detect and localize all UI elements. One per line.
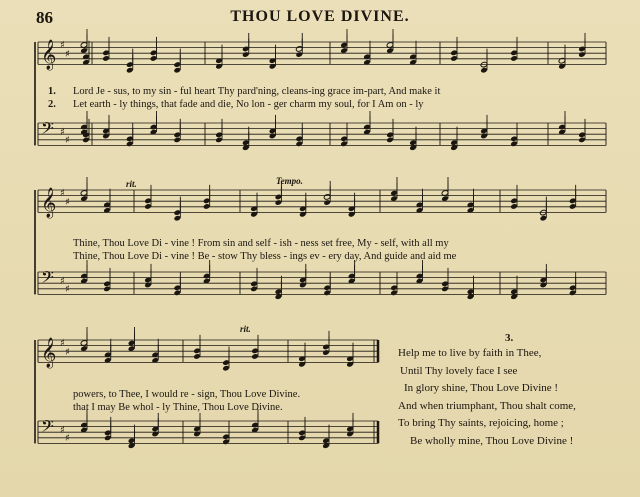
sharp: ♯ <box>65 284 70 295</box>
sharp: ♯ <box>65 347 70 358</box>
lyric-line: Thine, Thou Love Di - vine ! Be - stow Thy bless - ings ev - ery day, And guide and aid me <box>73 251 457 262</box>
lyric-line: Let earth - ly things, that fade and die, No lon - ger charm my soul, for I Am on - ly <box>73 99 424 110</box>
bass-clef: 𝄢 <box>41 118 54 142</box>
lyric-line: Lord Je - sus, to my sin - ful heart Thy pard'ning, cleans-ing grace im-part, And make it <box>73 86 441 97</box>
sharp: ♯ <box>60 338 65 349</box>
bass-clef: 𝄢 <box>41 416 54 440</box>
verse-number-2: 2. <box>48 99 56 110</box>
ritardando-mark: rit. <box>126 179 137 189</box>
verse-line: To bring Thy saints, rejoicing, home ; <box>398 417 564 430</box>
sharp: ♯ <box>65 433 70 444</box>
verse-line: And when triumphant, Thou shalt come, <box>398 399 576 412</box>
verse-line: Help me to live by faith in Thee, <box>398 347 542 359</box>
verse-number-1: 1. <box>48 86 56 97</box>
page-number: 86 <box>36 8 53 27</box>
sharp: ♯ <box>60 40 65 51</box>
sharp: ♯ <box>60 276 65 287</box>
hymn-title: THOU LOVE DIVINE. <box>230 8 410 25</box>
verse-line: Be wholly mine, Thou Love Divine ! <box>410 434 574 447</box>
bass-clef: 𝄢 <box>41 267 54 291</box>
verse-line: In glory shine, Thou Love Divine ! <box>404 382 559 395</box>
lyric-line: powers, to Thee, I would re - sign, Thou Love Divine. <box>73 389 301 400</box>
treble-clef: 𝄞 <box>41 188 57 218</box>
verse-3 <box>398 345 576 451</box>
ritardando-mark: rit. <box>240 324 251 334</box>
lyric-line: that I may Be whol - ly Thine, Thou Love Divine. <box>73 402 283 413</box>
treble-clef: 𝄞 <box>41 40 57 70</box>
tempo-mark: Tempo. <box>276 176 303 186</box>
treble-clef: 𝄞 <box>41 338 57 368</box>
sharp: ♯ <box>65 197 70 208</box>
verse-line: Until Thy lovely face I see <box>400 364 518 377</box>
lyric-line: Thine, Thou Love Di - vine ! From sin and self - ish - ness set free, My - self, with all my <box>73 238 449 249</box>
sharp: ♯ <box>65 135 70 146</box>
sharp: ♯ <box>65 49 70 60</box>
sharp: ♯ <box>60 188 65 199</box>
sharp: ♯ <box>60 127 65 138</box>
verse-3-number: 3. <box>505 332 514 344</box>
sharp: ♯ <box>60 425 65 436</box>
